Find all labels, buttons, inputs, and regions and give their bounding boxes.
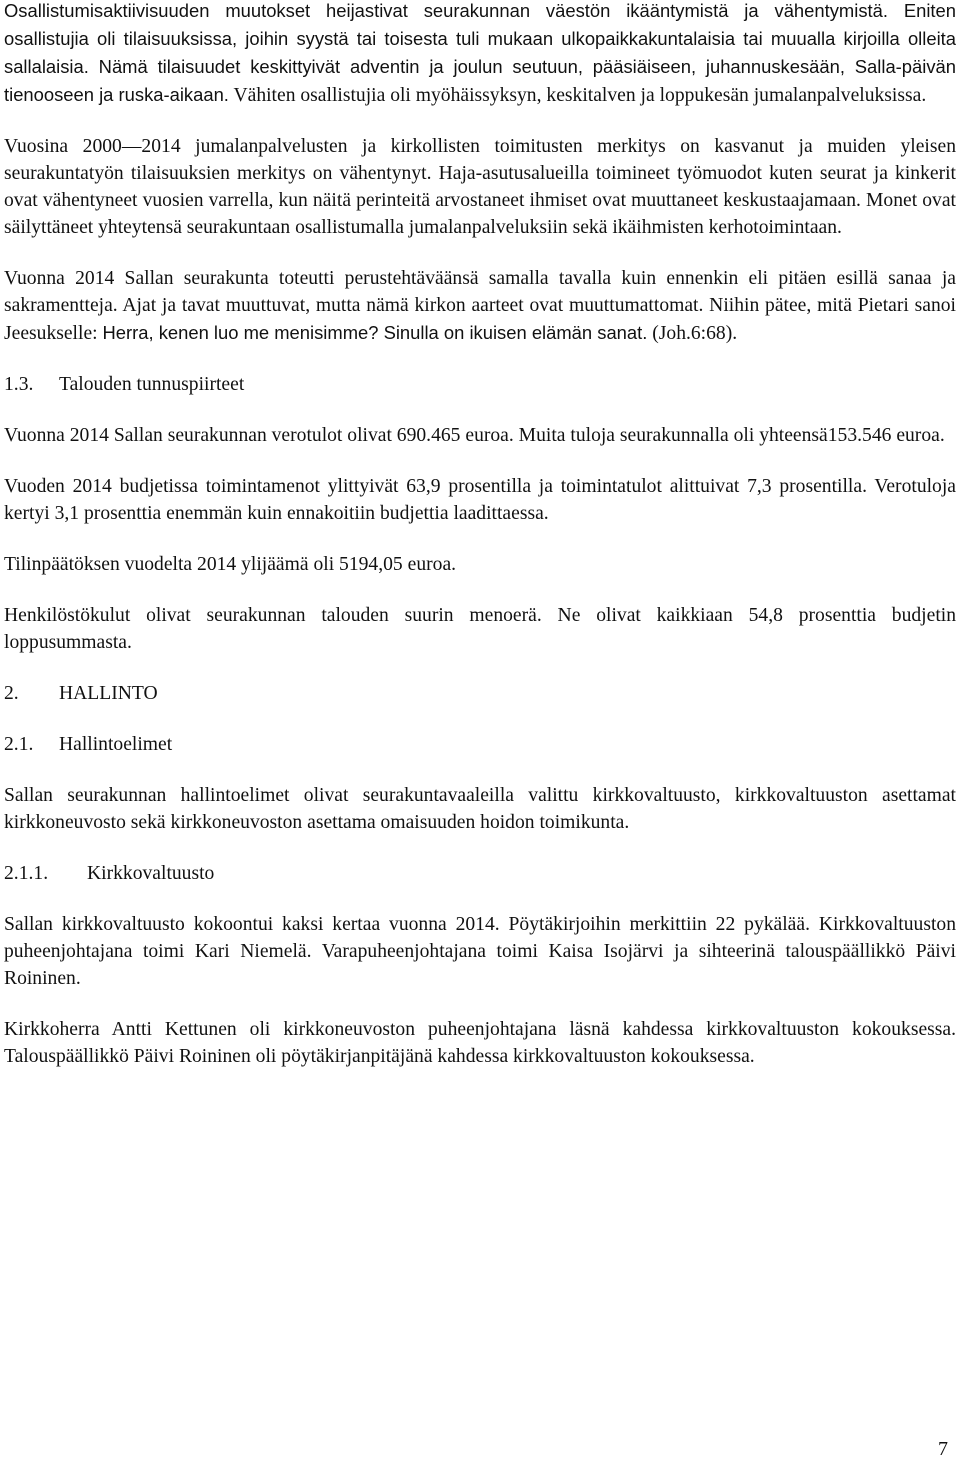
paragraph-administrative-bodies: Sallan seurakunnan hallintoelimet olivat seurakuntavaaleilla valittu kirkkovaltuusto, kirkkovaltuuston asettamat kirkkoneuvosto sekä kirkkoneuvoston asettama omaisuuden hoidon toimikunta.: [4, 785, 956, 833]
paragraph-years-2000-2014: Vuosina 2000—2014 jumalanpalvelusten ja kirkollisten toimitusten merkitys on kasvanut ja muiden yleisen seurakuntatyön tilaisuuksien merkitys on vähentynyt. Haja-asutusalueilla toimineet työmuodot kuten seurat ja kinkerit ovat vähentyneet vuosien varrella, kun näitä perinteitä arvostaneet ihmiset ovat muuttaneet keskustaajamaan. Monet ovat säilyttäneet yhteytensä seurakuntaan osallistumalla jumalanpalveluksiin sekä ikäihmisten kerhotoimintaan.: [4, 136, 956, 238]
section-number: 1.3.: [4, 374, 34, 395]
paragraph-budget: Vuoden 2014 budjetissa toimintamenot ylittyivät 63,9 prosentilla ja toimintatulot alittuivat 7,3 prosentilla. Verotuloja kertyi 3,1 prosenttia enemmän kuin ennakoitiin budjettia laadittaessa.: [4, 476, 956, 524]
paragraph-vicar-attendance: Kirkkoherra Antti Kettunen oli kirkkoneuvoston puheenjohtajana läsnä kahdessa kirkkovaltuuston kokouksessa. Talouspäällikkö Päivi Roininen oli pöytäkirjanpitäjänä kahdessa kirkkovaltuuston kokouksessa.: [4, 1019, 956, 1067]
document-page-content: [4, 0, 956, 1070]
section-number: 2.1.1.: [4, 863, 49, 884]
paragraph-personnel-costs: Henkilöstökulut olivat seurakunnan talouden suurin menoerä. Ne olivat kaikkiaan 54,8 prosenttia budjetin loppusummasta.: [4, 605, 956, 653]
section-number: 2.1.: [4, 734, 34, 755]
paragraph-basic-task: [4, 265, 956, 347]
paragraph-participation: [4, 0, 956, 109]
section-title: Kirkkovaltuusto: [87, 863, 215, 884]
bible-reference: (Joh.6:68).: [647, 323, 738, 344]
section-title: HALLINTO: [59, 683, 158, 704]
section-title: Hallintoelimet: [59, 734, 173, 755]
paragraph-council-meetings: Sallan kirkkovaltuusto kokoontui kaksi kertaa vuonna 2014. Pöytäkirjoihin merkittiin 22 pykälää. Kirkkovaltuuston puheenjohtajana toimi Kari Niemelä. Varapuheenjohtajana toimi Kaisa Isojärvi ja sihteerinä talouspäällikkö Päivi Roininen.: [4, 914, 956, 989]
section-title: Talouden tunnuspiirteet: [59, 374, 245, 395]
section-heading-economy: [4, 371, 956, 398]
paragraph-participation-sans-text: Osallistumisaktiivisuuden muutokset heijastivat seurakunnan väestön ikääntymistä ja vähentymistä. Eniten osallistujia oli tilaisuuksissa, joihin syystä tai toisesta tuli mukaan ulkopaikkakuntalaisia tai muualla kirjoilla olleita sallalaisia. Nämä tilaisuudet keskittyivät adventin ja joulun seutuun, pääsiäiseen, juhannuskesään, Salla-päivän tienooseen ja ruska-aikaan.: [4, 0, 956, 105]
section-number: 2.: [4, 683, 19, 704]
paragraph-surplus: Tilinpäätöksen vuodelta 2014 ylijäämä oli 5194,05 euroa.: [4, 554, 457, 575]
paragraph-participation-serif-text: Vähiten osallistujia oli myöhäissyksyn, keskitalven ja loppukesän jumalanpalveluksissa.: [228, 85, 927, 106]
paragraph-basic-task-text: Vuonna 2014 Sallan seurakunta toteutti perustehtäväänsä samalla tavalla kuin ennenkin eli pitäen esillä sanaa ja sakramentteja. Ajat ja tavat muuttuvat, mutta nämä kirkon aarteet ovat muuttumattomat. Niihin pätee, mitä Pietari sanoi Jeesukselle:: [4, 268, 956, 344]
paragraph-tax-income: Vuonna 2014 Sallan seurakunnan verotulot olivat 690.465 euroa. Muita tuloja seurakunnalla oli yhteensä153.546 euroa.: [4, 425, 945, 446]
section-heading-administrative-bodies: [4, 731, 956, 758]
section-heading-administration: [4, 680, 956, 707]
section-heading-church-council: [4, 860, 956, 887]
page-number: 7: [938, 1438, 948, 1460]
bible-quote: Herra, kenen luo me menisimme? Sinulla on ikuisen elämän sanat.: [102, 322, 648, 343]
